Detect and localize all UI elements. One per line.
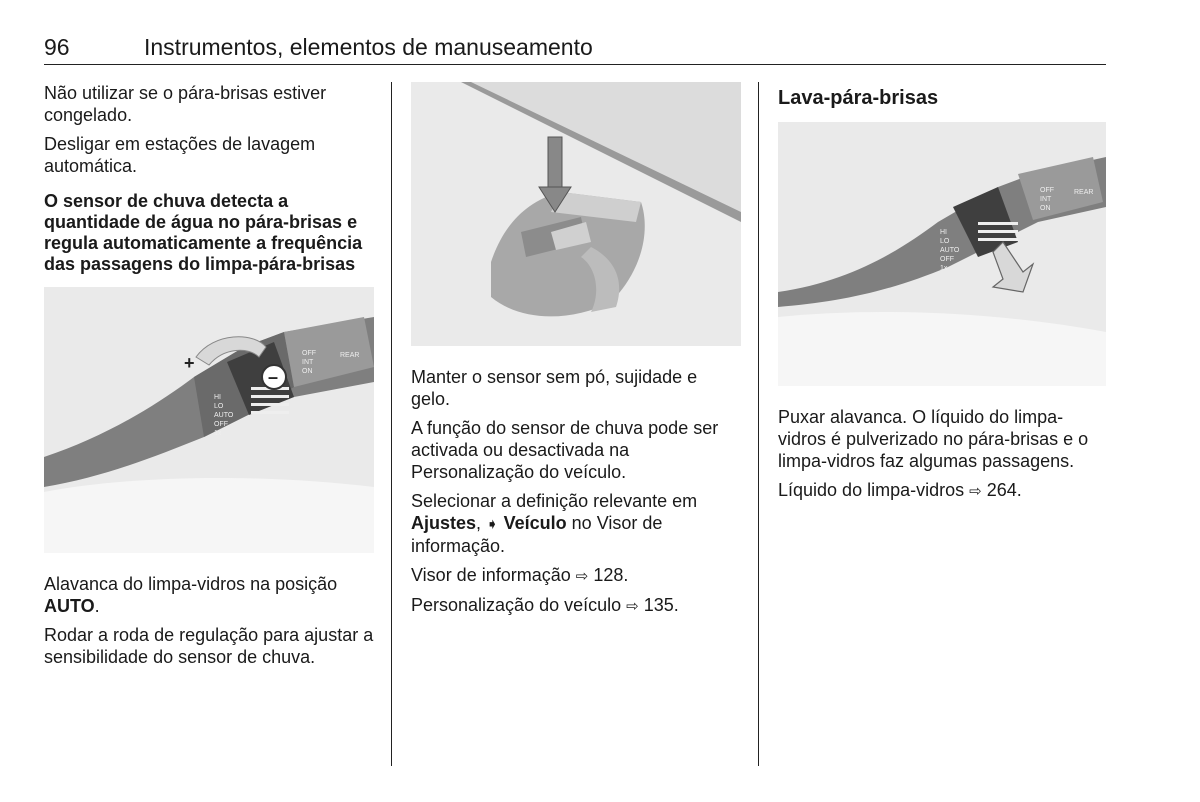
rain-sensor-illustration [411,82,741,346]
column-divider [391,82,392,766]
ref-arrow-icon: ⇨ [969,482,982,500]
int-label: INT [302,359,314,366]
on-label: ON [302,368,313,375]
ref-text: Personalização do veículo [411,595,627,615]
ref-text: Visor de informação [411,565,576,585]
ref-page: 135. [638,595,679,615]
minus-label: – [268,367,279,387]
paragraph: Rodar a roda de regulação para ajustar a sensibilidade do sensor de chuva. [44,625,374,667]
section-heading: Lava-pára-brisas [778,87,939,109]
on-label: ON [1040,205,1051,212]
bold-paragraph: O sensor de chuva detecta a quantidade de água no pára-brisas e regula automaticamente a frequência das passagens do limpa-pára-brisas [44,191,363,274]
page-number: 96 [44,34,70,60]
one-x-label: 1x [940,265,948,272]
auto-label: AUTO [940,247,960,254]
washer-lever-illustration [778,122,1106,386]
paragraph: A função do sensor de chuva pode ser activada ou desactivada na Personalização do veículo. [411,418,719,482]
menu-label-veiculo: Veículo [503,513,567,533]
lo-label: LO [214,403,224,410]
wiper-lever-illustration [44,287,374,553]
off-label: OFF [302,350,316,357]
paragraph: Não utilizar se o pára-brisas estiver congelado. [44,83,327,125]
one-x-label: 1x [214,430,222,437]
auto-label: AUTO [214,412,234,419]
page-header [44,34,1106,65]
figure-rain-sensor [411,82,741,346]
off-label: OFF [214,421,228,428]
cross-reference [411,564,741,587]
plus-label: + [184,353,195,373]
separator: , [476,513,487,533]
paragraph [411,490,741,557]
ref-text: Líquido do limpa-vidros [778,480,970,500]
text: Selecionar a definição relevante em [411,491,698,511]
caption-text: Alavanca do limpa-vidros na posição [44,574,338,594]
figure-wiper-lever-auto [44,287,374,553]
column-middle [411,82,741,617]
caption-end: . [94,596,100,616]
paragraph: Manter o sensor sem pó, sujidade e gelo. [411,367,698,409]
figure-caption [44,573,374,617]
figure-washer-lever [778,122,1106,386]
lo-label: LO [940,238,950,245]
text: no Visor de informação. [411,513,663,556]
hi-label: HI [214,394,221,401]
column-right [778,82,1108,502]
off-label: OFF [940,256,954,263]
column-divider [758,82,759,766]
ref-page: 264. [981,480,1022,500]
paragraph: Puxar alavanca. O líquido do limpa-vidros é pulverizado no pára-brisas e o limpa-vidros faz algumas passagens. [778,407,1089,471]
ref-page: 128. [588,565,629,585]
caption-bold: AUTO [44,596,95,616]
page-title: Instrumentos, elementos de manuseamento [144,34,593,60]
ref-arrow-icon: ⇨ [575,567,589,585]
arrow-icon: ➧ [486,515,499,533]
menu-label-ajustes: Ajustes [411,513,477,533]
rear-label: REAR [1074,189,1094,196]
int-label: INT [1040,196,1052,203]
ref-arrow-icon: ⇨ [626,597,639,615]
rear-label: REAR [340,352,360,359]
cross-reference [411,594,741,617]
column-left [44,82,374,668]
hi-label: HI [940,229,947,236]
paragraph: Desligar em estações de lavagem automática. [44,134,316,176]
cross-reference [778,479,1108,502]
off-label: OFF [1040,187,1054,194]
